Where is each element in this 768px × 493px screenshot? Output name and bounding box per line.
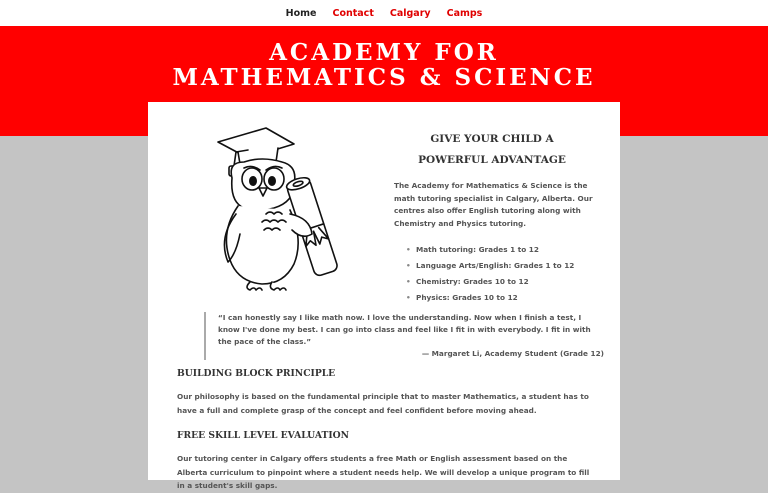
content-card [148, 102, 620, 490]
site-title-line-2: MATHEMATICS & SCIENCE [172, 64, 596, 91]
top-navigation [0, 0, 768, 26]
section-title-skill-evaluation: FREE SKILL LEVEL EVALUATION [177, 430, 350, 441]
site-title-line-1: ACADEMY FOR [269, 39, 499, 66]
services-list [406, 242, 606, 306]
testimonial-text: “I can honestly say I like math now. I love the understanding. Now when I finish a test, I know I've done my best. I can go into class and feel like I fit in with everybody. I fit in with the pace of the class.” [218, 313, 591, 346]
list-item: • Math tutoring: Grades 1 to 12 [406, 242, 606, 258]
list-item: • Language Arts/English: Grades 1 to 12 [406, 258, 606, 274]
section-body-skill-evaluation: Our tutoring center in Calgary offers students a free Math or English assessment based on the Alberta curriculum to pinpoint where a student needs help. We will develop a unique program to fill in a student's skill gaps. [177, 454, 590, 490]
list-item: • Chemistry: Grades 10 to 12 [406, 274, 606, 290]
testimonial-quote [204, 312, 604, 360]
section-title-building-block: BUILDING BLOCK PRINCIPLE [177, 368, 336, 379]
hero-headline [398, 129, 586, 171]
hero-headline-line-2: POWERFUL ADVANTAGE [418, 154, 566, 166]
hero-headline-line-1: GIVE YOUR CHILD A [430, 133, 554, 145]
intro-paragraph: The Academy for Mathematics & Science is the math tutoring specialist in Calgary, Alberta. Our centres also offer English tutoring along with Chemistry and Physics tutoring. [394, 181, 593, 228]
nav-link-calgary[interactable]: Calgary [389, 7, 431, 19]
owl-graduate-illustration [214, 122, 340, 294]
site-title [0, 40, 768, 90]
nav-link-camps[interactable]: Camps [446, 7, 483, 19]
testimonial-author: — Margaret Li, Academy Student (Grade 12) [421, 349, 604, 358]
list-item: • Physics: Grades 10 to 12 [406, 290, 606, 306]
nav-link-contact[interactable]: Contact [332, 7, 374, 19]
nav-link-home[interactable]: Home [285, 7, 317, 19]
section-body-building-block: Our philosophy is based on the fundamental principle that to master Mathematics, a student has to have a full and complete grasp of the concept and feel confident before moving ahead. [177, 392, 589, 415]
